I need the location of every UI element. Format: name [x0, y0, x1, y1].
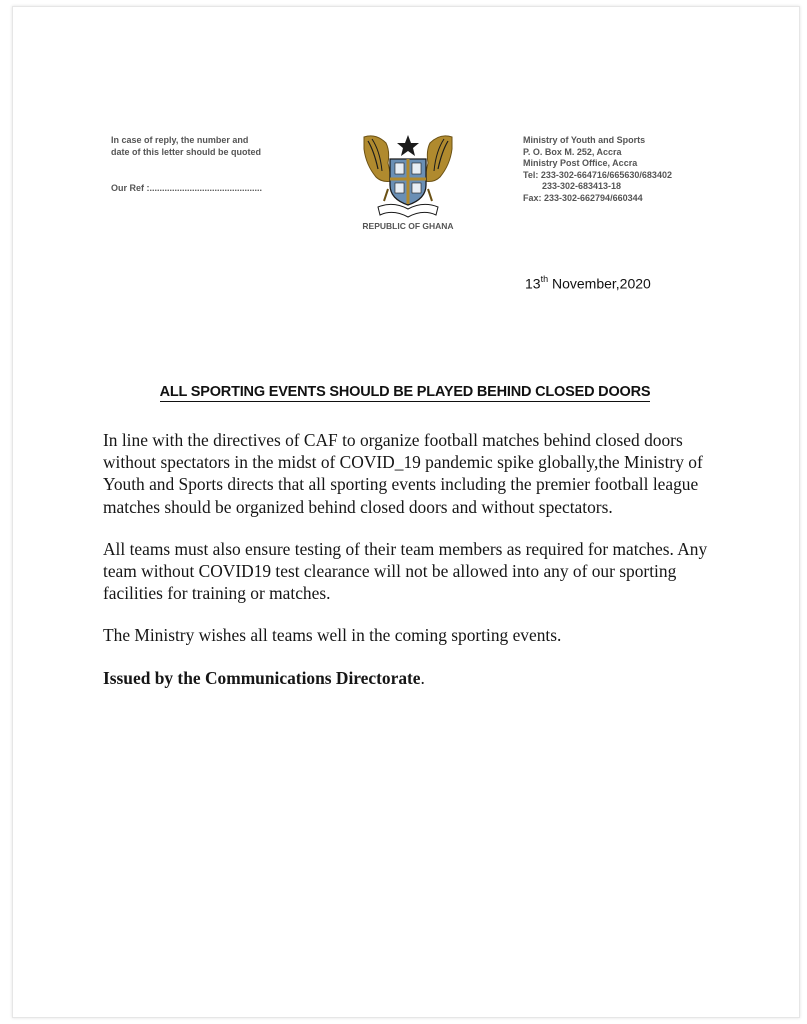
paragraph-3: The Ministry wishes all teams well in the coming sporting events.	[103, 625, 562, 646]
ministry-fax: Fax: 233-302-662794/660344	[523, 192, 643, 203]
our-ref: Our Ref :.............................................	[111, 183, 263, 193]
signoff-end: .	[420, 667, 425, 688]
date-suffix: th	[540, 274, 549, 284]
letter-date	[525, 275, 651, 292]
letter-page	[12, 6, 800, 1018]
signoff-text: Issued by the Communications Directorate	[103, 667, 421, 688]
paragraph-1: In line with the directives of CAF to organize football matches behind closed doors without spectators in the midst of COVID_19 pandemic spike globally,the Ministry of Youth and Sports directs that all sporting events including the premier football league matches should be organized behind closed doors and without spectators.	[103, 430, 703, 517]
ministry-name: Ministry of Youth and Sports	[523, 135, 646, 145]
date-day: 13	[525, 275, 541, 292]
signoff	[103, 667, 723, 689]
ministry-address	[523, 135, 723, 204]
ministry-tel-line2: 233-302-683413-18	[542, 181, 622, 191]
ministry-tel-line1: Tel: 233-302-664716/665630/683402	[523, 169, 672, 180]
headline	[135, 384, 675, 400]
reply-note	[111, 135, 301, 158]
ministry-box: P. O. Box M. 252, Accra	[523, 146, 622, 157]
letterhead	[13, 7, 799, 267]
date-rest: November,2020	[548, 275, 651, 292]
paragraph-2: All teams must also ensure testing of their team members as required for matches. Any team without COVID19 test clearance will not be allowed into any of our sporting facilities for training or matches.	[103, 538, 708, 604]
ghana-coat-of-arms-icon	[358, 129, 458, 221]
crest-caption: REPUBLIC OF GHANA	[362, 221, 454, 231]
ministry-post-office: Ministry Post Office, Accra	[523, 158, 638, 168]
reply-note-line1: In case of reply, the number and	[111, 135, 249, 145]
reply-note-line2: date of this letter should be quoted	[111, 146, 262, 157]
letter-body	[103, 429, 723, 709]
headline-text: ALL SPORTING EVENTS SHOULD BE PLAYED BEHIND CLOSED DOORS	[159, 384, 651, 400]
